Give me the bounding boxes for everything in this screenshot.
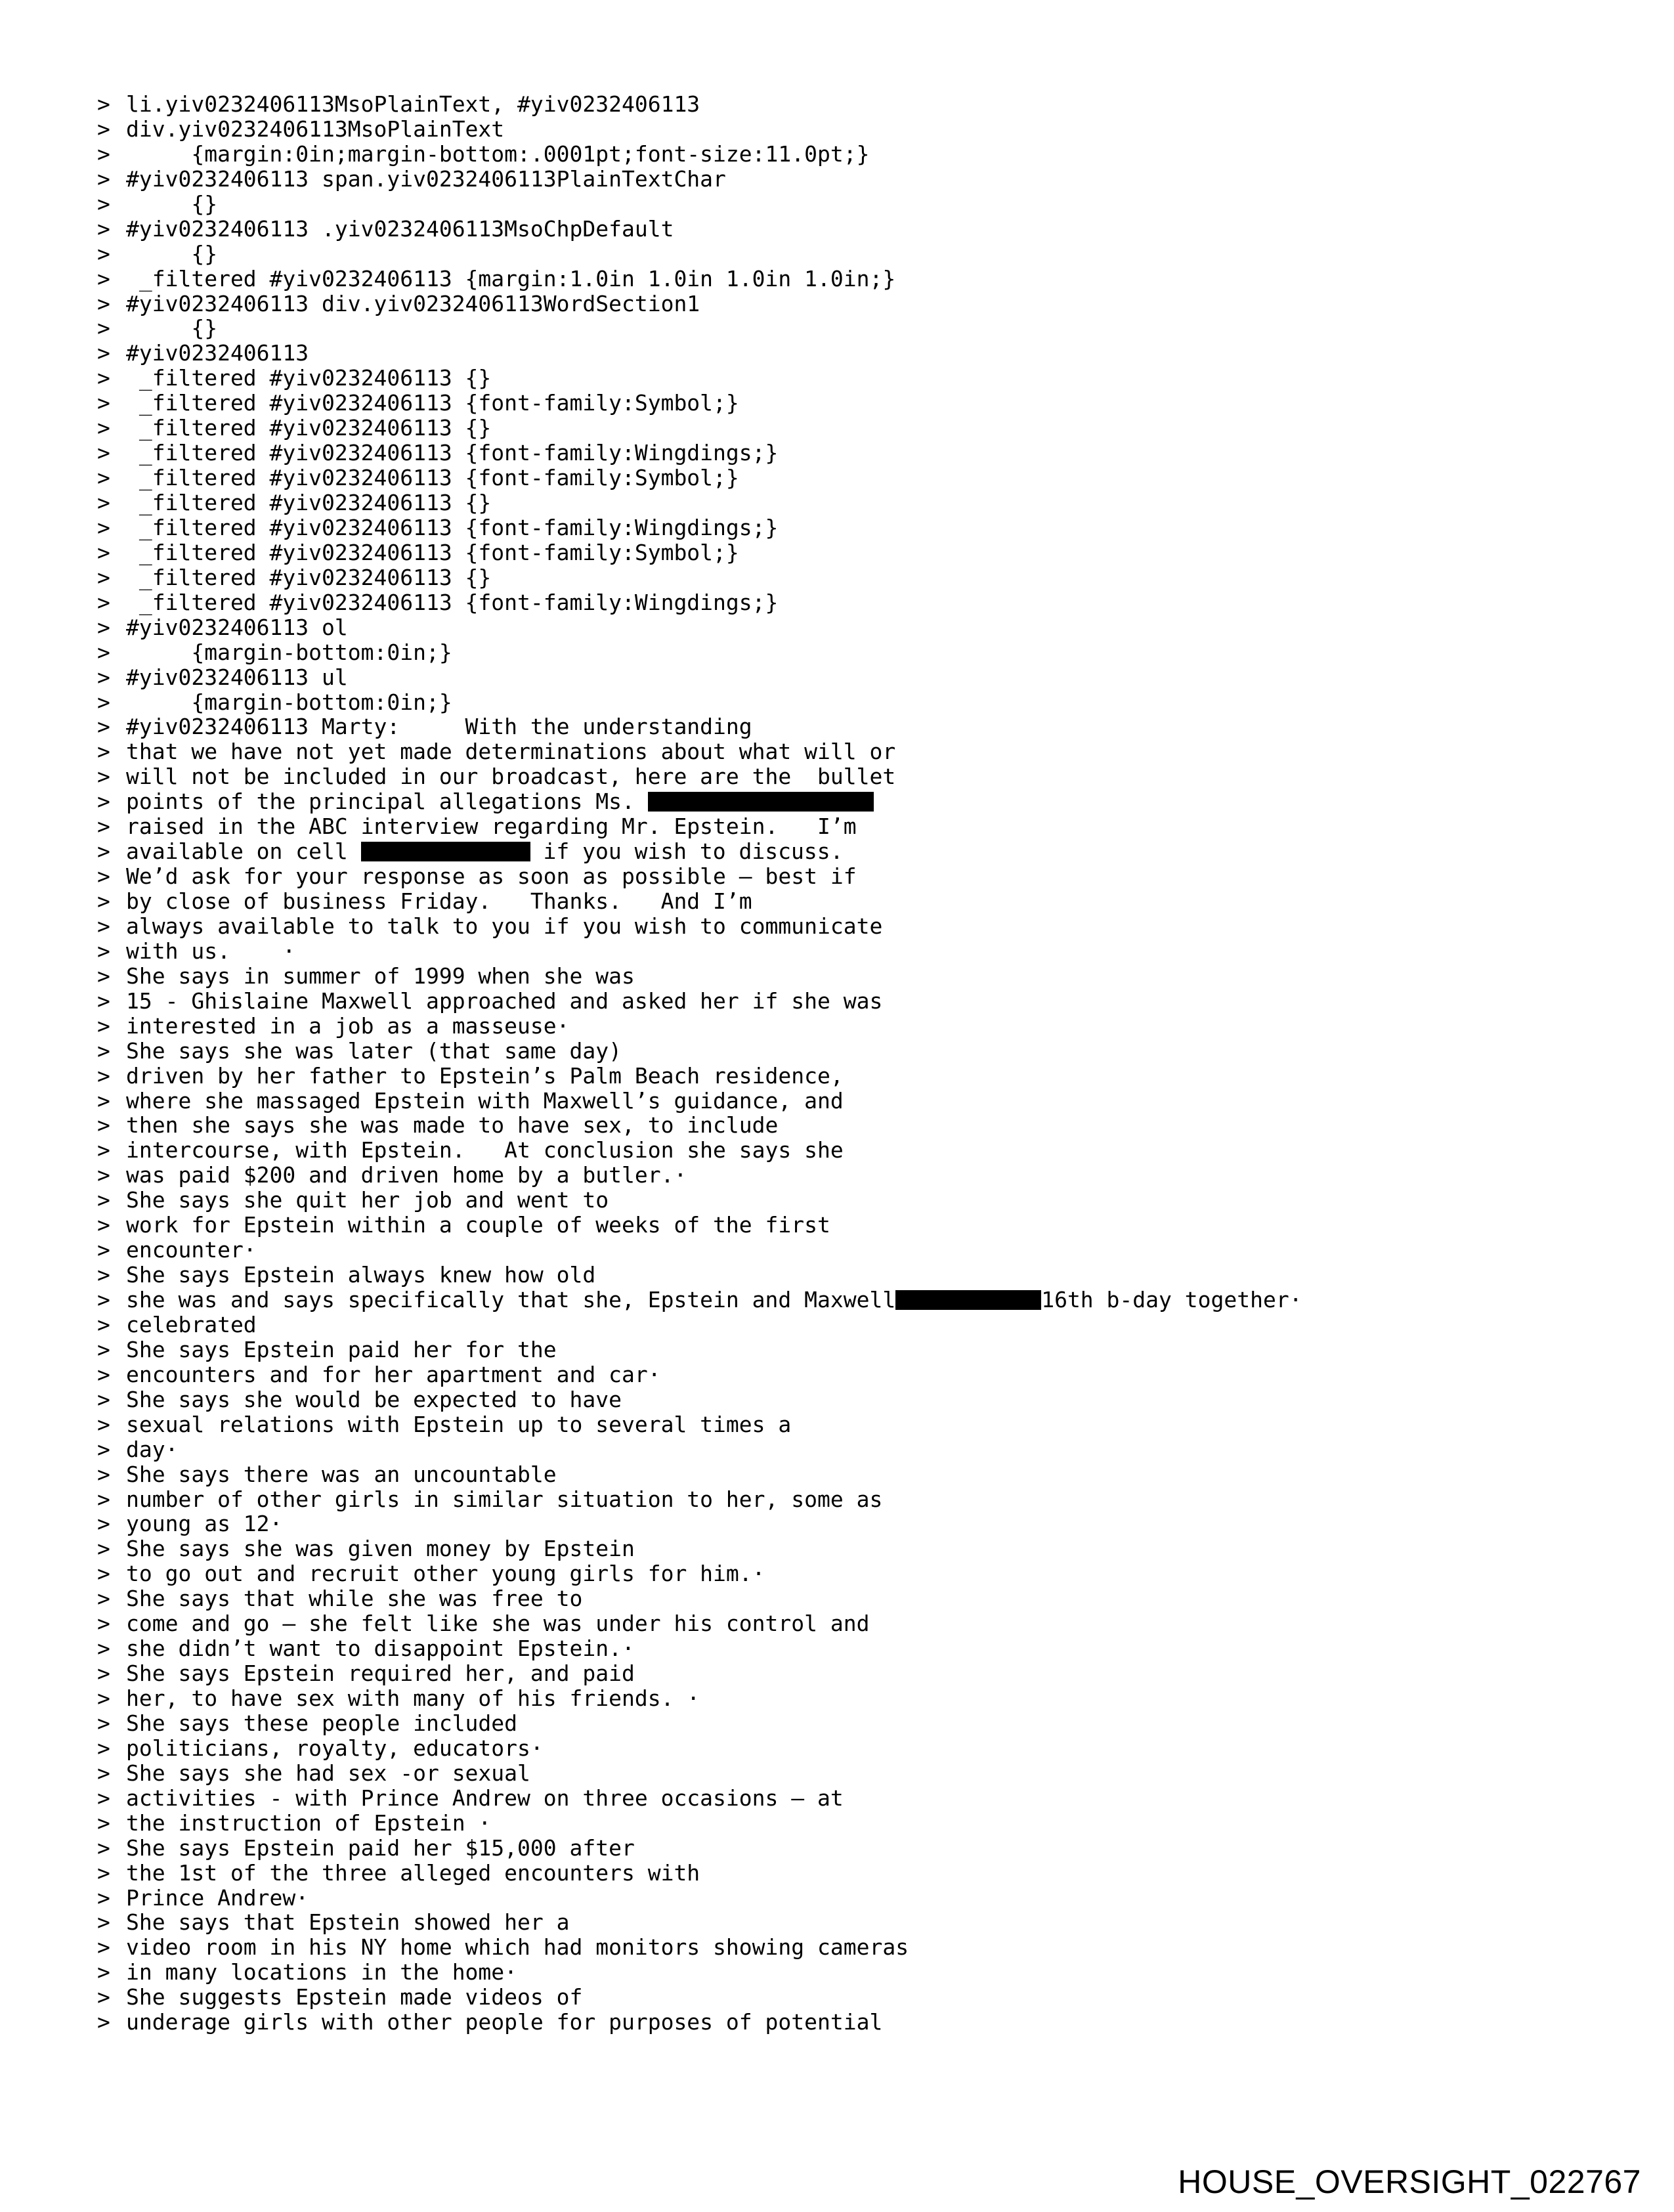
email-line <box>97 565 1607 590</box>
email-line-text: _filtered #yiv0232406113 {} <box>126 490 492 515</box>
quote-marker: > <box>97 1884 110 1911</box>
email-line-text: 15 - Ghislaine Maxwell approached and asked her if she was <box>126 987 883 1014</box>
email-line <box>97 292 1607 316</box>
quote-marker: > <box>97 888 110 914</box>
email-line-text: young as 12· <box>126 1511 283 1537</box>
email-line-text: She says Epstein paid her for the <box>126 1336 557 1362</box>
redaction-bar <box>895 1290 1041 1310</box>
email-line-text: where she massaged Epstein with Maxwell’s guidance, and <box>126 1087 844 1114</box>
email-line <box>97 1561 1607 1586</box>
quote-marker: > <box>97 1511 110 1537</box>
quote-marker: > <box>97 1436 110 1462</box>
quote-marker: > <box>97 290 110 316</box>
email-line-text: underage girls with other people for purposes of potential <box>126 2009 883 2035</box>
email-line <box>97 1462 1607 1487</box>
quote-marker: > <box>97 863 110 890</box>
email-line-text: _filtered #yiv0232406113 {font-family:Wingdings;} <box>126 514 779 540</box>
email-line-text: celebrated <box>126 1311 270 1337</box>
email-line-text: She says there was an uncountable <box>126 1461 557 1487</box>
email-line-text: _filtered #yiv0232406113 {} <box>126 415 492 441</box>
quote-marker: > <box>97 265 110 292</box>
quote-marker: > <box>97 1262 110 1288</box>
quote-marker: > <box>97 1760 110 1786</box>
quote-marker: > <box>97 240 110 267</box>
quote-marker: > <box>97 315 110 341</box>
email-line-text: She says she would be expected to have <box>126 1386 622 1412</box>
quote-marker: > <box>97 440 110 466</box>
quote-marker: > <box>97 340 110 366</box>
email-line <box>97 1064 1607 1089</box>
email-line <box>97 1811 1607 1836</box>
email-line-text: She says Epstein paid her $15,000 after <box>126 1834 635 1861</box>
quote-marker: > <box>97 539 110 565</box>
quote-marker: > <box>97 913 110 939</box>
email-line-text: _filtered #yiv0232406113 {font-family:Symbol;} <box>126 390 739 416</box>
email-line-text: #yiv0232406113 span.yiv0232406113PlainTextChar <box>126 165 726 192</box>
quote-marker: > <box>97 190 110 217</box>
quote-marker: > <box>97 987 110 1014</box>
email-line <box>97 1163 1607 1188</box>
quote-marker: > <box>97 1062 110 1089</box>
email-line <box>97 1039 1607 1064</box>
email-line <box>97 1786 1607 1811</box>
quote-marker: > <box>97 1411 110 1437</box>
quote-marker: > <box>97 1660 110 1687</box>
quote-marker: > <box>97 1685 110 1711</box>
quote-marker: > <box>97 1710 110 1736</box>
email-line-text: her, to have sex with many of his friends. · <box>126 1685 700 1711</box>
email-line-text: {margin-bottom:0in;} <box>126 639 452 665</box>
quote-marker: > <box>97 689 110 715</box>
email-line-text: interested in a job as a masseuse· <box>126 1012 570 1039</box>
quote-marker: > <box>97 1237 110 1263</box>
quote-marker: > <box>97 116 110 142</box>
email-line <box>97 267 1607 292</box>
quote-marker: > <box>97 1287 110 1312</box>
email-quoted-body <box>97 92 1607 2035</box>
email-line-text: video room in his NY home which had monitors showing cameras <box>126 1934 909 1961</box>
quote-marker: > <box>97 490 110 515</box>
email-line-text: in many locations in the home· <box>126 1959 518 1985</box>
bates-number: HOUSE_OVERSIGHT_022767 <box>1178 2163 1641 2200</box>
email-line-text: She says that Epstein showed her a <box>126 1909 570 1936</box>
email-line <box>97 1836 1607 1861</box>
quote-marker: > <box>97 1486 110 1512</box>
quote-marker: > <box>97 589 110 615</box>
quote-marker: > <box>97 1561 110 1587</box>
email-line <box>97 242 1607 267</box>
email-line <box>97 1761 1607 1786</box>
email-line-text: _filtered #yiv0232406113 {font-family:Wingdings;} <box>126 440 779 466</box>
email-line <box>97 391 1607 416</box>
email-line-text: #yiv0232406113 ul <box>126 664 348 690</box>
email-line-text: sexual relations with Epstein up to several times a <box>126 1411 792 1437</box>
email-line <box>97 1686 1607 1711</box>
email-line <box>97 1238 1607 1263</box>
email-line <box>97 964 1607 989</box>
email-line <box>97 789 1607 814</box>
email-line-text: {} <box>126 240 218 267</box>
quote-marker: > <box>97 1037 110 1064</box>
quote-marker: > <box>97 564 110 590</box>
email-line-text: _filtered #yiv0232406113 {font-family:Symbol;} <box>126 465 739 491</box>
email-line <box>97 2010 1607 2035</box>
email-line-text: politicians, royalty, educators· <box>126 1735 544 1761</box>
email-line-text-tail: 16th b-day together· <box>1041 1287 1302 1312</box>
quote-marker: > <box>97 91 110 117</box>
email-line <box>97 1586 1607 1611</box>
quote-marker: > <box>97 963 110 989</box>
email-line <box>97 889 1607 914</box>
email-line <box>97 341 1607 366</box>
quote-marker: > <box>97 639 110 665</box>
email-line <box>97 989 1607 1014</box>
email-line-text: by close of business Friday. Thanks. And I’m <box>126 888 752 914</box>
email-line <box>97 914 1607 939</box>
email-line <box>97 316 1607 341</box>
quote-marker: > <box>97 365 110 391</box>
email-line-text: She says she was later (that same day) <box>126 1037 622 1064</box>
email-line <box>97 1337 1607 1362</box>
quote-marker: > <box>97 1909 110 1936</box>
quote-marker: > <box>97 514 110 540</box>
email-line <box>97 1362 1607 1387</box>
email-line-text: _filtered #yiv0232406113 {} <box>126 564 492 590</box>
email-line <box>97 714 1607 739</box>
email-line-text: {} <box>126 190 218 217</box>
quote-marker: > <box>97 1586 110 1612</box>
quote-marker: > <box>97 1636 110 1662</box>
email-line <box>97 615 1607 640</box>
email-line <box>97 1536 1607 1561</box>
quote-marker: > <box>97 1386 110 1412</box>
quote-marker: > <box>97 465 110 491</box>
email-line <box>97 441 1607 466</box>
quote-marker: > <box>97 813 110 840</box>
email-line-text: the instruction of Epstein · <box>126 1810 492 1836</box>
email-line-text: {} <box>126 315 218 341</box>
email-line-text: encounter· <box>126 1237 257 1263</box>
email-line-text: will not be included in our broadcast, here are the bullet <box>126 764 896 790</box>
quote-marker: > <box>97 1785 110 1811</box>
quote-marker: > <box>97 739 110 765</box>
email-line <box>97 515 1607 540</box>
email-line <box>97 690 1607 715</box>
email-line <box>97 1935 1607 1960</box>
email-line <box>97 1487 1607 1512</box>
email-line-text: #yiv0232406113 Marty: With the understanding <box>126 714 752 740</box>
email-line <box>97 1711 1607 1736</box>
email-line-text: points of the principal allegations Ms. <box>126 789 648 815</box>
email-line-text: driven by her father to Epstein’s Palm Beach residence, <box>126 1062 844 1089</box>
email-line-text: #yiv0232406113 .yiv0232406113MsoChpDefault <box>126 215 674 242</box>
email-line <box>97 142 1607 167</box>
email-line <box>97 1188 1607 1213</box>
email-line-text: She says that while she was free to <box>126 1586 583 1612</box>
quote-marker: > <box>97 2009 110 2035</box>
email-line <box>97 1886 1607 1911</box>
email-line <box>97 1288 1607 1312</box>
email-line-text: always available to talk to you if you wish to communicate <box>126 913 883 939</box>
email-line-text: She says she had sex -or sexual <box>126 1760 530 1786</box>
email-line <box>97 1736 1607 1761</box>
quote-marker: > <box>97 1087 110 1114</box>
email-line-text: she was and says specifically that she, Epstein and Maxwell <box>126 1287 896 1312</box>
quote-marker: > <box>97 1810 110 1836</box>
quote-marker: > <box>97 1187 110 1213</box>
quote-marker: > <box>97 390 110 416</box>
email-line-text: #yiv0232406113 ol <box>126 614 348 640</box>
email-line-text: that we have not yet made determinations about what will or <box>126 739 896 765</box>
email-line-text: work for Epstein within a couple of weeks of the first <box>126 1212 830 1238</box>
email-line <box>97 1138 1607 1163</box>
email-line-text: available on cell <box>126 838 361 865</box>
quote-marker: > <box>97 789 110 815</box>
email-line-text: encounters and for her apartment and car· <box>126 1361 661 1387</box>
email-line <box>97 640 1607 665</box>
email-line <box>97 1263 1607 1288</box>
email-line <box>97 1312 1607 1337</box>
email-line-text: number of other girls in similar situation to her, some as <box>126 1486 883 1512</box>
quote-marker: > <box>97 1461 110 1487</box>
quote-marker: > <box>97 1859 110 1886</box>
quote-marker: > <box>97 1611 110 1637</box>
email-line-text: with us. · <box>126 938 296 964</box>
quote-marker: > <box>97 415 110 441</box>
quote-marker: > <box>97 1162 110 1188</box>
quote-marker: > <box>97 764 110 790</box>
email-line <box>97 1014 1607 1039</box>
email-line <box>97 1437 1607 1462</box>
quote-marker: > <box>97 165 110 192</box>
email-line-text: activities - with Prince Andrew on three occasions – at <box>126 1785 844 1811</box>
email-line-text: #yiv0232406113 <box>126 340 309 366</box>
email-line-text: {margin:0in;margin-bottom:.0001pt;font-size:11.0pt;} <box>126 141 870 167</box>
quote-marker: > <box>97 1336 110 1362</box>
email-line-text: raised in the ABC interview regarding Mr. Epstein. I’m <box>126 813 857 840</box>
email-line-text-tail: if you wish to discuss. <box>530 838 844 865</box>
quote-marker: > <box>97 1735 110 1761</box>
email-line <box>97 540 1607 565</box>
quote-marker: > <box>97 1361 110 1387</box>
email-line <box>97 814 1607 839</box>
quote-marker: > <box>97 1959 110 1985</box>
redaction-bar <box>361 842 530 861</box>
email-line <box>97 1960 1607 1985</box>
quote-marker: > <box>97 1212 110 1238</box>
email-line-text: day· <box>126 1436 179 1462</box>
email-line <box>97 839 1607 864</box>
email-line-text: She says in summer of 1999 when she was <box>126 963 635 989</box>
email-line-text: then she says she was made to have sex, to include <box>126 1112 779 1139</box>
email-line-text: She says Epstein required her, and paid <box>126 1660 635 1687</box>
quote-marker: > <box>97 938 110 964</box>
email-line <box>97 665 1607 690</box>
email-line-text: to go out and recruit other young girls for him.· <box>126 1561 765 1587</box>
email-line <box>97 1412 1607 1437</box>
email-line <box>97 490 1607 515</box>
email-line <box>97 739 1607 764</box>
email-line-text: She says these people included <box>126 1710 518 1736</box>
email-line <box>97 217 1607 242</box>
quote-marker: > <box>97 614 110 640</box>
quote-marker: > <box>97 1112 110 1139</box>
email-line-text: was paid $200 and driven home by a butler.· <box>126 1162 687 1188</box>
email-line-text: the 1st of the three alleged encounters with <box>126 1859 700 1886</box>
email-line <box>97 1089 1607 1114</box>
quote-marker: > <box>97 1311 110 1337</box>
email-line-text: come and go – she felt like she was under his control and <box>126 1611 870 1637</box>
email-line <box>97 590 1607 615</box>
email-line <box>97 1985 1607 2010</box>
email-line <box>97 1213 1607 1238</box>
quote-marker: > <box>97 1834 110 1861</box>
email-line-text: li.yiv0232406113MsoPlainText, #yiv0232406113 <box>126 91 700 117</box>
email-line-text: _filtered #yiv0232406113 {} <box>126 365 492 391</box>
email-line-text: intercourse, with Epstein. At conclusion she says she <box>126 1137 844 1163</box>
email-line <box>97 1611 1607 1636</box>
email-line-text: {margin-bottom:0in;} <box>126 689 452 715</box>
email-line-text: she didn’t want to disappoint Epstein.· <box>126 1636 635 1662</box>
email-line-text: div.yiv0232406113MsoPlainText <box>126 116 505 142</box>
quote-marker: > <box>97 1012 110 1039</box>
email-line <box>97 1861 1607 1886</box>
email-line-text: _filtered #yiv0232406113 {margin:1.0in 1.0in 1.0in 1.0in;} <box>126 265 896 292</box>
email-line <box>97 192 1607 217</box>
email-line <box>97 1910 1607 1935</box>
email-line-text: We’d ask for your response as soon as possible – best if <box>126 863 857 890</box>
email-line-text: Prince Andrew· <box>126 1884 309 1911</box>
email-line <box>97 939 1607 964</box>
quote-marker: > <box>97 215 110 242</box>
email-line <box>97 117 1607 142</box>
email-line-text: _filtered #yiv0232406113 {font-family:Wingdings;} <box>126 589 779 615</box>
quote-marker: > <box>97 1137 110 1163</box>
quote-marker: > <box>97 664 110 690</box>
email-line <box>97 466 1607 490</box>
email-line-text: She says she quit her job and went to <box>126 1187 609 1213</box>
email-line <box>97 1636 1607 1661</box>
email-line-text: #yiv0232406113 div.yiv0232406113WordSection1 <box>126 290 700 316</box>
email-line <box>97 366 1607 391</box>
email-line <box>97 92 1607 117</box>
email-line <box>97 864 1607 889</box>
email-line <box>97 1113 1607 1138</box>
email-line-text: She suggests Epstein made videos of <box>126 1984 583 2010</box>
redaction-bar <box>648 792 874 812</box>
quote-marker: > <box>97 838 110 865</box>
email-line <box>97 1661 1607 1686</box>
quote-marker: > <box>97 1984 110 2010</box>
email-line <box>97 167 1607 192</box>
quote-marker: > <box>97 714 110 740</box>
email-line <box>97 764 1607 789</box>
quote-marker: > <box>97 141 110 167</box>
quote-marker: > <box>97 1934 110 1961</box>
email-line <box>97 416 1607 441</box>
email-line-text: She says she was given money by Epstein <box>126 1536 635 1562</box>
email-line-text: She says Epstein always knew how old <box>126 1262 596 1288</box>
quote-marker: > <box>97 1536 110 1562</box>
email-line <box>97 1387 1607 1412</box>
email-line <box>97 1511 1607 1536</box>
email-line-text: _filtered #yiv0232406113 {font-family:Symbol;} <box>126 539 739 565</box>
